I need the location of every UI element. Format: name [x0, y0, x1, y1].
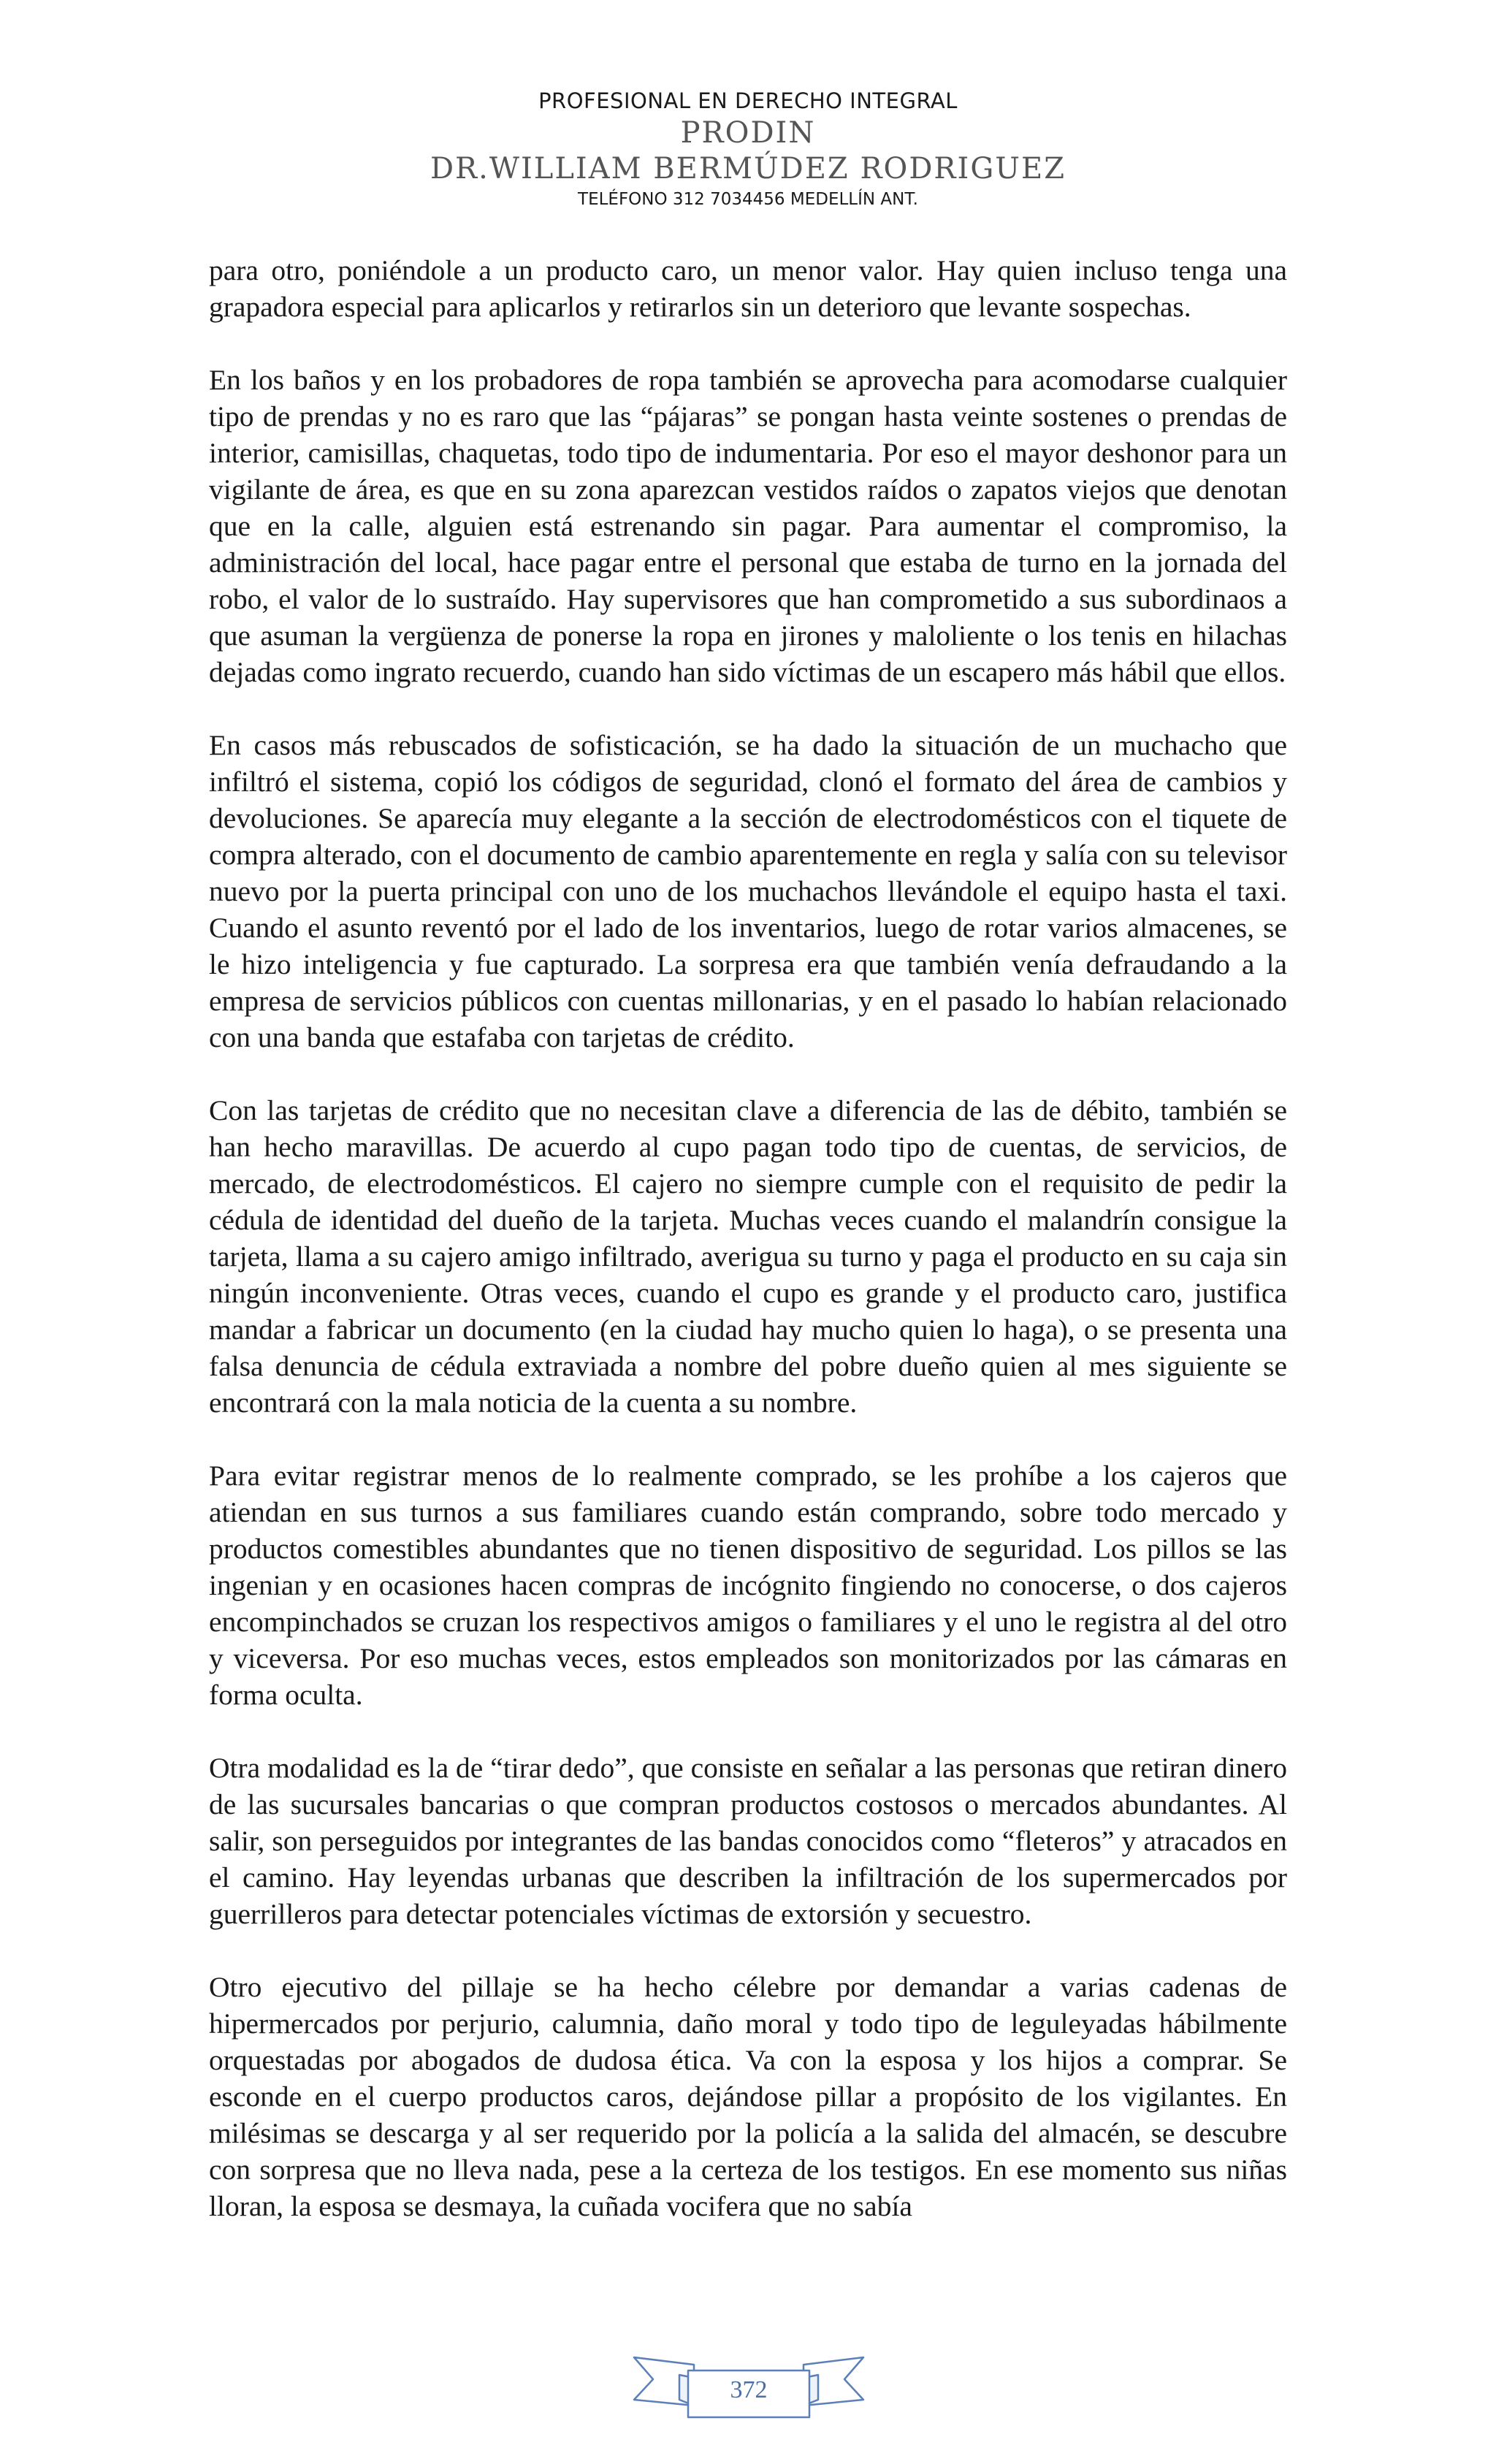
letterhead-contact: TELÉFONO 312 7034456 MEDELLÍN ANT.	[578, 190, 918, 209]
body-text	[209, 252, 1287, 2224]
page-number-banner	[628, 2349, 869, 2429]
paragraph: En los baños y en los probadores de ropa también se aprovecha para acomodarse cualquier tipo de prendas y no es raro que las “pájaras” se pongan hasta veinte sostenes o prendas de interior, camisillas, chaquetas, todo tipo de indumentaria. Por eso el mayor deshonor para un vigilante de área, es que en su zona aparezcan vestidos raídos o zapatos viejos que denotan que en la calle, alguien está estrenando sin pagar. Para aumentar el compromiso, la administración del local, hace pagar entre el personal que estaba de turno en la jornada del robo, el valor de lo sustraído. Hay supervisores que han comprometido a sus subordinaos a que asuman la vergüenza de ponerse la ropa en jirones y maloliente o los tenis en hilachas dejadas como ingrato recuerdo, cuando han sido víctimas de un escapero más hábil que ellos.	[209, 364, 1287, 688]
paragraph: En casos más rebuscados de sofisticación, se ha dado la situación de un muchacho que infiltró el sistema, copió los códigos de seguridad, clonó el formato del área de cambios y devoluciones. Se aparecía muy elegante a la sección de electrodomésticos con el tiquete de compra alterado, con el documento de cambio aparentemente en regla y salía con su televisor nuevo por la puerta principal con uno de los muchachos llevándole el equipo hasta el taxi. Cuando el asunto reventó por el lado de los inventarios, luego de rotar varios almacenes, se le hizo inteligencia y fue capturado. La sorpresa era que también venía defraudando a la empresa de servicios públicos con cuentas millonarias, y en el pasado lo habían relacionado con una banda que estafaba con tarjetas de crédito.	[209, 729, 1287, 1053]
letterhead	[0, 86, 1496, 212]
letterhead-lawyer-name: DR.WILLIAM BERMÚDEZ RODRIGUEZ	[430, 152, 1066, 186]
paragraph: Para evitar registrar menos de lo realmente comprado, se les prohíbe a los cajeros que atiendan en sus turnos a sus familiares cuando están comprando, sobre todo mercado y productos comestibles abundantes que no tienen dispositivo de seguridad. Los pillos se las ingenian y en ocasiones hacen compras de incógnito fingiendo no conocerse, o dos cajeros encompinchados se cruzan los respectivos amigos o familiares y el uno le registra al del otro y viceversa. Por eso muchas veces, estos empleados son monitorizados por las cámaras en forma oculta.	[209, 1460, 1287, 1711]
paragraph: para otro, poniéndole a un producto caro, un menor valor. Hay quien incluso tenga una grapadora especial para aplicarlos y retirarlos sin un deterioro que levante sospechas.	[209, 254, 1287, 323]
paragraph: Con las tarjetas de crédito que no necesitan clave a diferencia de las de débito, también se han hecho maravillas. De acuerdo al cupo pagan todo tipo de cuentas, de servicios, de mercado, de electrodomésticos. El cajero no siempre cumple con el requisito de pedir la cédula de identidad del dueño de la tarjeta. Muchas veces cuando el malandrín consigue la tarjeta, llama a su cajero amigo infiltrado, averigua su turno y paga el producto en su caja sin ningún inconveniente. Otras veces, cuando el cupo es grande y el producto caro, justifica mandar a fabricar un documento (en la ciudad hay mucho quien lo haga), o se presenta una falsa denuncia de cédula extraviada a nombre del pobre dueño quien al mes siguiente se encontrará con la mala noticia de la cuenta a su nombre.	[209, 1094, 1287, 1419]
page-number: 372	[730, 2376, 768, 2403]
letterhead-firm-name: PRODIN	[680, 116, 816, 150]
paragraph: Otra modalidad es la de “tirar dedo”, que consiste en señalar a las personas que retiran dinero de las sucursales bancarias o que compran productos costosos o mercados abundantes. Al salir, son perseguidos por integrantes de las bandas conocidos como “fleteros” y atracados en el camino. Hay leyendas urbanas que describen la infiltración de los supermercados por guerrilleros para detectar potenciales víctimas de extorsión y secuestro.	[209, 1752, 1287, 1930]
letterhead-profession: PROFESIONAL EN DERECHO INTEGRAL	[538, 88, 958, 113]
paragraph: Otro ejecutivo del pillaje se ha hecho célebre por demandar a varias cadenas de hipermercados por perjurio, calumnia, daño moral y todo tipo de leguleyadas hábilmente orquestadas por abogados de dudosa ética. Va con la esposa y los hijos a comprar. Se esconde en el cuerpo productos caros, dejándose pillar a propósito de los vigilantes. En milésimas se descarga y al ser requerido por la policía a la salida del almacén, se descubre con sorpresa que no lleva nada, pese a la certeza de los testigos. En ese momento sus niñas lloran, la esposa se desmaya, la cuñada vocifera que no sabía	[209, 1971, 1287, 2222]
